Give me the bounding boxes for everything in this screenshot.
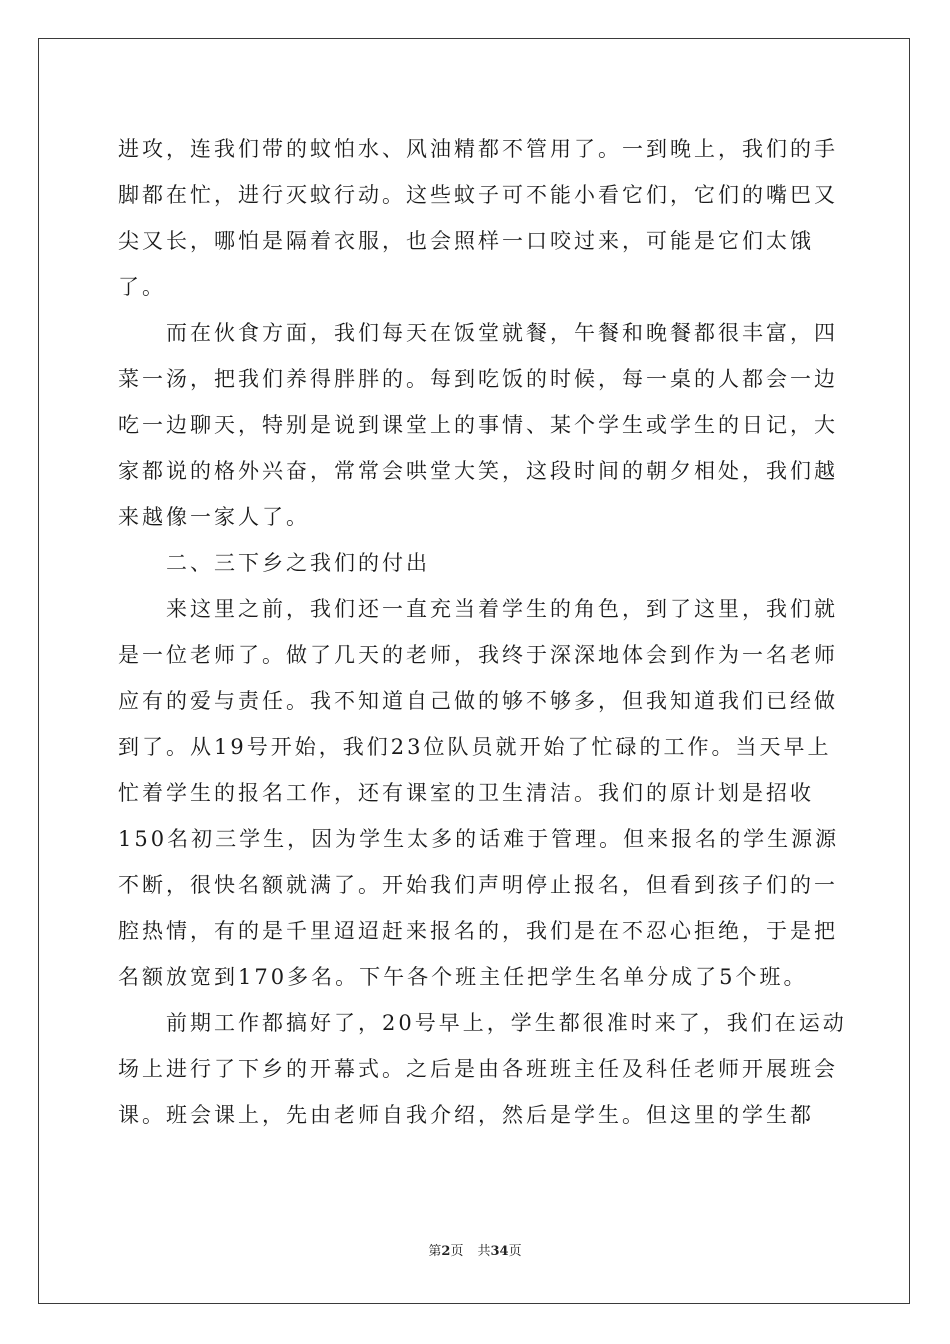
page-footer <box>0 1240 950 1259</box>
page-prefix: 第 <box>428 1244 442 1259</box>
paragraph: 进攻，连我们带的蚊怕水、风油精都不管用了。一到晚上，我们的手脚都在忙，进行灭蚊行动。这些蚊子可不能小看它们，它们的嘴巴又尖又长，哪怕是隔着衣服，也会照样一口咬过来，可能是它们太饿了。 <box>118 137 838 299</box>
paragraph: 而在伙食方面，我们每天在饭堂就餐，午餐和晚餐都很丰富，四菜一汤，把我们养得胖胖的。每到吃饭的时候，每一桌的人都会一边吃一边聊天，特别是说到课堂上的事情、某个学生或学生的日记，大家都说的格外兴奋，常常会哄堂大笑，这段时间的朝夕相处，我们越来越像一家人了。 <box>118 321 838 529</box>
paragraph: 前期工作都搞好了，20号早上，学生都很准时来了，我们在运动场上进行了下乡的开幕式。之后是由各班班主任及科任老师开展班会课。班会课上，先由老师自我介绍，然后是学生。但这里的学生都 <box>118 1011 847 1127</box>
total-prefix: 共 <box>477 1244 491 1259</box>
paragraph: 来这里之前，我们还一直充当着学生的角色，到了这里，我们就是一位老师了。做了几天的老师，我终于深深地体会到作为一名老师应有的爱与责任。我不知道自己做的够不够多，但我知道我们已经做到了。从19号开始，我们23位队员就开始了忙碌的工作。当天早上忙着学生的报名工作，还有课室的卫生清洁。我们的原计划是招收150名初三学生，因为学生太多的话难于管理。但来报名的学生源源不断，很快名额就满了。开始我们声明停止报名，但看到孩子们的一腔热情，有的是千里迢迢赶来报名的，我们是在不忍心拒绝，于是把名额放宽到170多名。下午各个班主任把学生名单分成了5个班。 <box>118 597 840 989</box>
page-number: 2 <box>441 1244 451 1259</box>
section-heading: 二、三下乡之我们的付出 <box>166 551 430 575</box>
total-suffix: 页 <box>508 1244 522 1259</box>
page-suffix: 页 <box>450 1244 464 1259</box>
total-pages: 34 <box>490 1244 509 1259</box>
document-body <box>118 126 854 1138</box>
